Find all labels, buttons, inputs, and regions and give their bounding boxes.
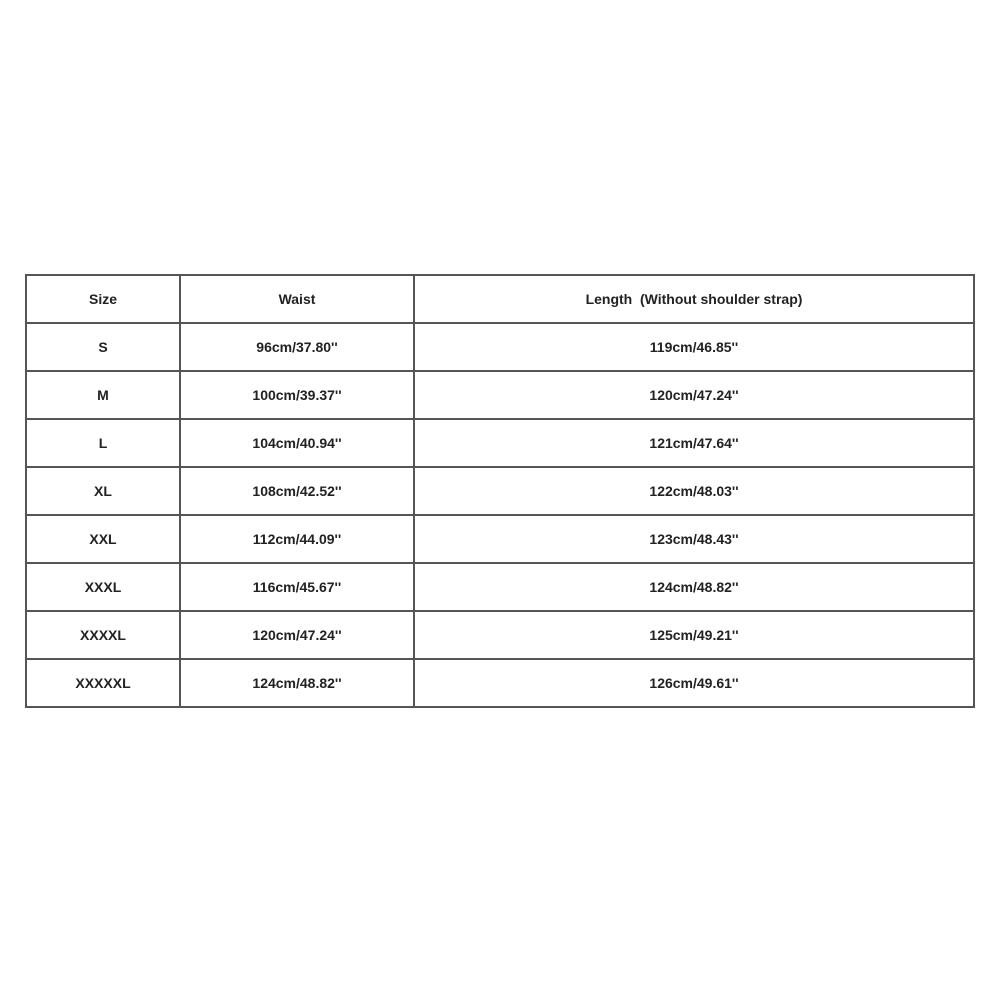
waist-cell: 96cm/37.80'': [180, 323, 414, 371]
waist-cell: 124cm/48.82'': [180, 659, 414, 707]
length-cell: 125cm/49.21'': [414, 611, 974, 659]
length-cell: 123cm/48.43'': [414, 515, 974, 563]
waist-cell: 104cm/40.94'': [180, 419, 414, 467]
table-row: [26, 659, 974, 707]
header-length: Length (Without shoulder strap): [414, 275, 974, 323]
length-cell: 122cm/48.03'': [414, 467, 974, 515]
waist-cell: 120cm/47.24'': [180, 611, 414, 659]
table-row: [26, 611, 974, 659]
table-row: [26, 371, 974, 419]
waist-cell: 100cm/39.37'': [180, 371, 414, 419]
waist-cell: 108cm/42.52'': [180, 467, 414, 515]
size-cell: L: [26, 419, 180, 467]
header-waist: Waist: [180, 275, 414, 323]
header-size: Size: [26, 275, 180, 323]
table-row: [26, 323, 974, 371]
table-row: [26, 515, 974, 563]
size-cell: XXXXL: [26, 611, 180, 659]
table-row: [26, 563, 974, 611]
table-row: [26, 419, 974, 467]
waist-cell: 112cm/44.09'': [180, 515, 414, 563]
length-cell: 119cm/46.85'': [414, 323, 974, 371]
size-cell: S: [26, 323, 180, 371]
length-cell: 124cm/48.82'': [414, 563, 974, 611]
table-row: [26, 467, 974, 515]
length-cell: 126cm/49.61'': [414, 659, 974, 707]
waist-cell: 116cm/45.67'': [180, 563, 414, 611]
size-cell: XXXXXL: [26, 659, 180, 707]
length-cell: 120cm/47.24'': [414, 371, 974, 419]
size-cell: M: [26, 371, 180, 419]
size-cell: XXL: [26, 515, 180, 563]
length-cell: 121cm/47.64'': [414, 419, 974, 467]
size-cell: XL: [26, 467, 180, 515]
size-cell: XXXL: [26, 563, 180, 611]
size-chart-table: [25, 274, 975, 708]
header-row: [26, 275, 974, 323]
